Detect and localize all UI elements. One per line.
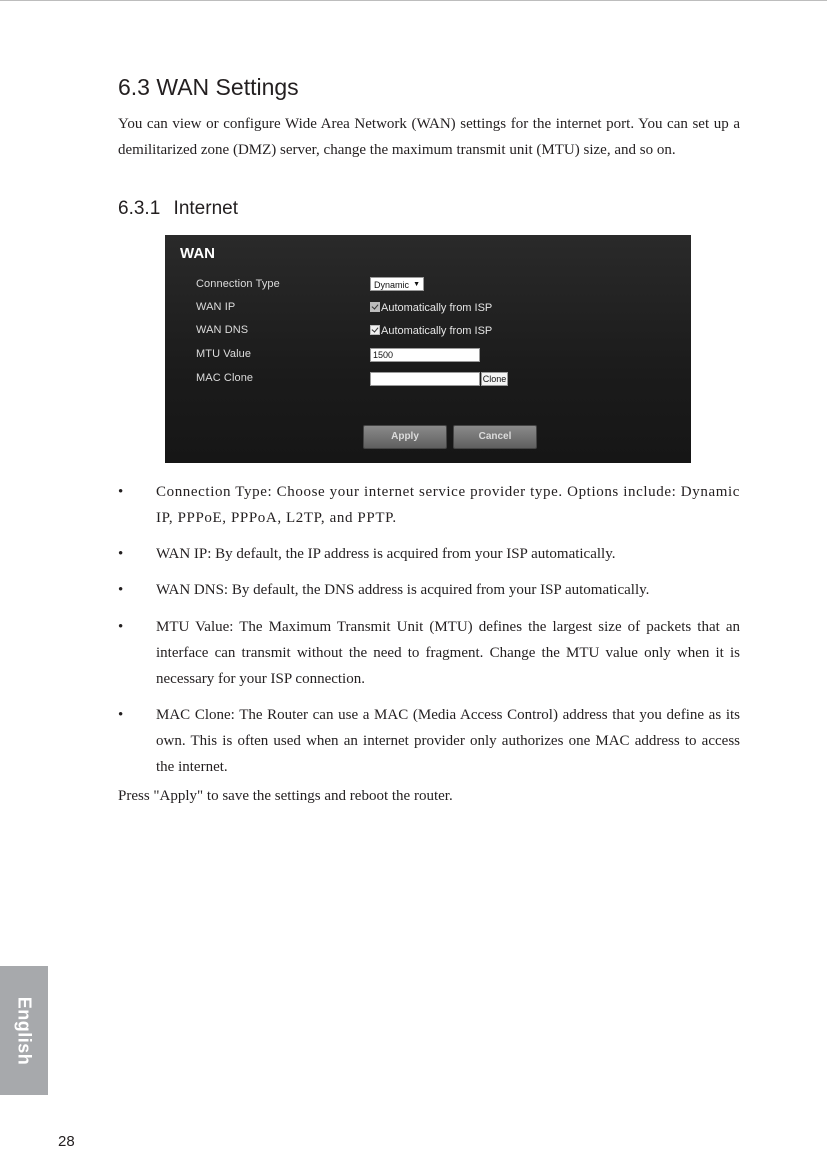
- bullet-icon: •: [118, 484, 124, 500]
- top-rule: [0, 0, 827, 1]
- page-number: 28: [58, 1133, 75, 1150]
- subsection-label: Internet: [173, 198, 238, 219]
- wan-ip-label: WAN IP: [196, 301, 236, 313]
- connection-type-label: Connection Type: [196, 278, 280, 290]
- settings-bullet-list: [118, 479, 740, 780]
- bullet-text: WAN IP: By default, the IP address is acquired from your ISP automatically.: [156, 546, 616, 562]
- section-intro: You can view or configure Wide Area Network (WAN) settings for the internet port. You can set up a demilitarized zone (DMZ) server, change the maximum transmit unit (MTU) size, and so on.: [118, 116, 740, 158]
- subsection-title: [118, 198, 238, 220]
- wan-dns-auto-checkbox[interactable]: [370, 325, 492, 337]
- list-item: [118, 577, 740, 603]
- language-label: English: [14, 996, 35, 1065]
- bullet-icon: •: [118, 707, 124, 723]
- wan-settings-screenshot: [165, 235, 691, 463]
- dropdown-arrow-icon: ▼: [413, 281, 420, 288]
- bullet-text: MTU Value: The Maximum Transmit Unit (MTU) defines the largest size of packets that an interface can transmit without the need to fragment. Change the MTU value only when it is necessary for your ISP connection.: [156, 619, 740, 687]
- bullet-icon: •: [118, 582, 124, 598]
- connection-type-value: Dynamic: [374, 280, 410, 290]
- list-item: [118, 541, 740, 567]
- mtu-value-input[interactable]: 1500: [370, 348, 480, 362]
- language-side-tab: [0, 966, 48, 1095]
- subsection-number: 6.3.1: [118, 198, 161, 219]
- closing-instruction: Press "Apply" to save the settings and reboot the router.: [118, 788, 453, 804]
- bullet-icon: •: [118, 546, 124, 562]
- mac-clone-label: MAC Clone: [196, 372, 254, 384]
- list-item: [118, 479, 740, 531]
- bullet-text: WAN DNS: By default, the DNS address is acquired from your ISP automatically.: [156, 582, 650, 598]
- bullet-icon: •: [118, 619, 124, 635]
- mac-clone-input[interactable]: [370, 372, 480, 386]
- wan-dns-auto-label: Automatically from ISP: [381, 325, 493, 337]
- checkbox-checked-icon: [370, 325, 380, 335]
- bullet-text: Connection Type: Choose your internet service provider type. Options include: Dynamic IP, PPPoE, PPPoA, L2TP, and PPTP.: [156, 484, 740, 526]
- section-title: 6.3 WAN Settings: [118, 74, 299, 100]
- wan-panel-title: WAN: [180, 245, 215, 262]
- wan-ip-auto-checkbox[interactable]: [370, 302, 492, 314]
- mtu-value-label: MTU Value: [196, 348, 252, 360]
- clone-button[interactable]: Clone: [482, 374, 507, 384]
- connection-type-select[interactable]: [370, 277, 424, 291]
- checkbox-checked-icon: [370, 302, 380, 312]
- wan-dns-label: WAN DNS: [196, 324, 249, 336]
- bullet-text: MAC Clone: The Router can use a MAC (Media Access Control) address that you define as its own. This is often used when an internet provider only authorizes one MAC address to access the internet.: [156, 707, 740, 775]
- apply-button[interactable]: Apply: [363, 425, 447, 449]
- list-item: [118, 614, 740, 692]
- cancel-button[interactable]: Cancel: [453, 425, 537, 449]
- list-item: [118, 702, 740, 780]
- wan-ip-auto-label: Automatically from ISP: [381, 302, 493, 314]
